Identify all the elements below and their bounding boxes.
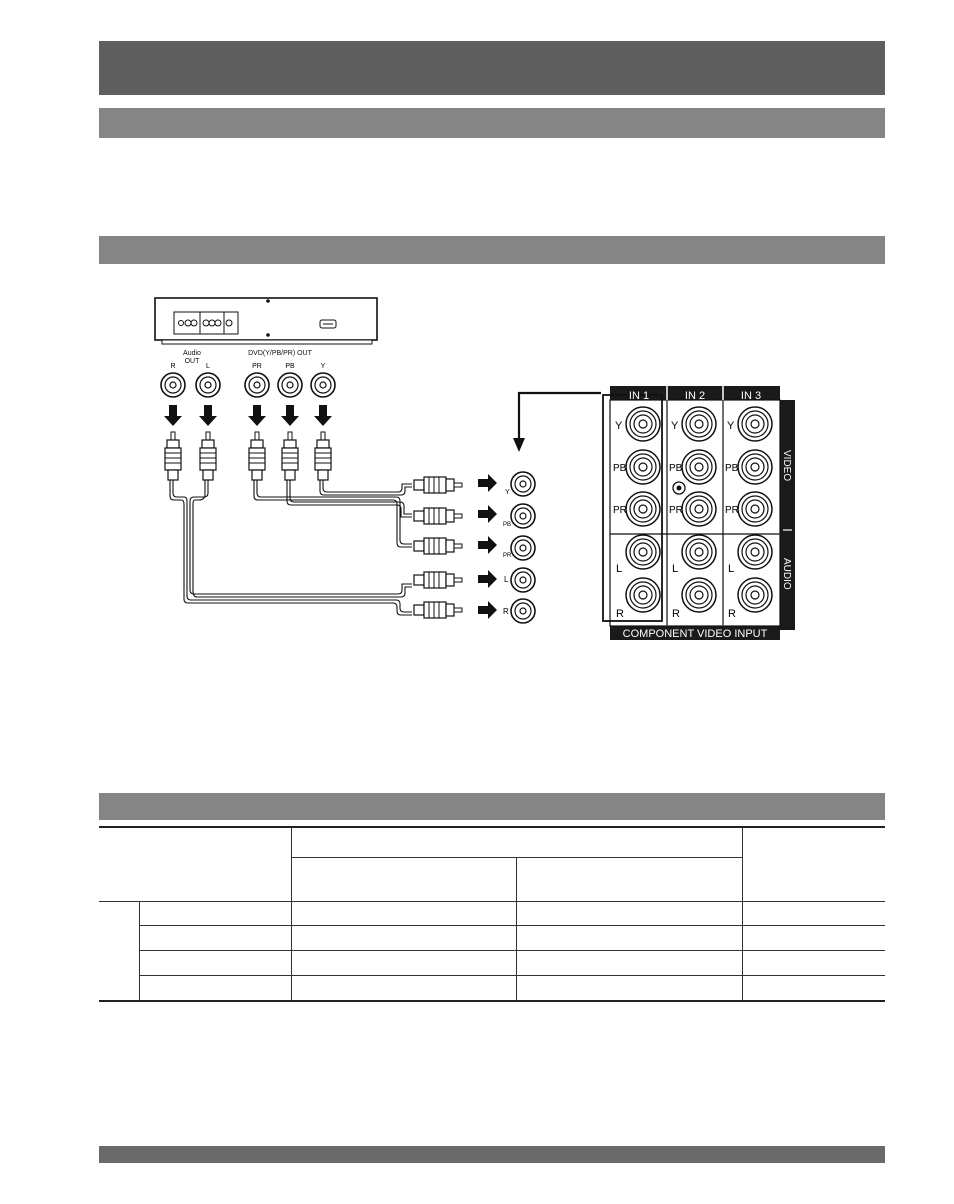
panel-footer-label: COMPONENT VIDEO INPUT bbox=[622, 628, 768, 640]
svg-text:Audio: Audio bbox=[183, 350, 201, 357]
cable-end-label-l: L bbox=[504, 575, 509, 584]
tv-component-panel bbox=[603, 386, 795, 640]
terminal-jack-pr bbox=[511, 536, 535, 560]
panel-jack-in3-y bbox=[738, 407, 772, 441]
table-cell bbox=[291, 901, 516, 925]
panel-row-label-r: R bbox=[672, 608, 680, 620]
table-row bbox=[99, 901, 885, 925]
panel-row-label-l: L bbox=[672, 563, 679, 575]
leader-line bbox=[513, 393, 601, 452]
table-header-cell bbox=[742, 827, 885, 901]
panel-jack-in3-pr bbox=[738, 492, 772, 526]
plug-h-r bbox=[414, 602, 462, 618]
panel-jack-in2-y bbox=[682, 407, 716, 441]
panel-row-label-pr: PR bbox=[613, 505, 627, 516]
video-jack-pb-label: PB bbox=[285, 363, 295, 370]
video-jack-pr bbox=[245, 373, 269, 397]
table-cell bbox=[516, 951, 742, 976]
video-jack-y bbox=[311, 373, 335, 397]
arrow-down-icon bbox=[164, 405, 182, 426]
panel-jack-in1-r bbox=[626, 578, 660, 612]
table-cell bbox=[139, 901, 291, 925]
panel-row-label-y: Y bbox=[727, 420, 735, 432]
arrow-right-icon bbox=[478, 505, 497, 523]
plug-video-y bbox=[315, 432, 331, 480]
arrow-down-icon bbox=[199, 405, 217, 426]
table-cell bbox=[99, 901, 139, 1001]
panel-jack-in2-pr bbox=[682, 492, 716, 526]
arrow-right-icon bbox=[478, 474, 497, 492]
panel-jack-in2-l bbox=[682, 535, 716, 569]
audio-jack-r bbox=[161, 373, 185, 397]
plug-h-y bbox=[414, 477, 462, 493]
table-header-cell bbox=[291, 827, 742, 857]
svg-text:OUT: OUT bbox=[184, 358, 200, 365]
table-cell bbox=[742, 901, 885, 925]
panel-row-label-y: Y bbox=[615, 420, 623, 432]
panel-jack-in2-r bbox=[682, 578, 716, 612]
table-row bbox=[99, 976, 885, 1001]
table-header-cell bbox=[291, 857, 516, 901]
audio-jack-r-label: R bbox=[170, 363, 176, 370]
page-title-bar bbox=[99, 41, 885, 95]
table-cell bbox=[742, 926, 885, 951]
dvd-video-out-label: DVD(Y/PB/PR) OUT bbox=[248, 350, 312, 357]
panel-jack-in1-l bbox=[626, 535, 660, 569]
panel-row-label-pb: PB bbox=[725, 463, 739, 474]
panel-row-label-r: R bbox=[728, 608, 736, 620]
panel-jack-in1-y bbox=[626, 407, 660, 441]
table-cell bbox=[291, 976, 516, 1001]
panel-row-label-l: L bbox=[616, 563, 623, 575]
panel-jack-in3-pb bbox=[738, 450, 772, 484]
connection-diagram bbox=[140, 290, 820, 650]
table-cell bbox=[516, 926, 742, 951]
section-header-bar-connection bbox=[99, 236, 885, 264]
panel-header-in3: IN 3 bbox=[740, 390, 762, 402]
table-header-cell bbox=[99, 827, 291, 901]
panel-jack-in1-pr bbox=[626, 492, 660, 526]
plug-h-l bbox=[414, 572, 462, 588]
audio-jack-l-label: L bbox=[206, 363, 210, 370]
panel-side-label-audio: AUDIO bbox=[781, 558, 792, 590]
arrow-right-icon bbox=[478, 536, 497, 554]
plug-video-pb bbox=[282, 432, 298, 480]
panel-jack-in3-r bbox=[738, 578, 772, 612]
cable-end-label-pb: PB bbox=[503, 522, 512, 528]
section-header-bar bbox=[99, 108, 885, 138]
panel-jack-in1-pb bbox=[626, 450, 660, 484]
table-row bbox=[99, 951, 885, 976]
panel-jack-in3-l bbox=[738, 535, 772, 569]
arrow-down-icon bbox=[314, 405, 332, 426]
signal-table bbox=[99, 826, 885, 1002]
panel-row-label-pr: PR bbox=[725, 505, 739, 516]
table-cell bbox=[139, 926, 291, 951]
video-jack-pr-label: PR bbox=[252, 363, 262, 370]
page-footer-bar bbox=[99, 1146, 885, 1163]
plug-audio-l bbox=[200, 432, 216, 480]
cable-end-label-r: R bbox=[503, 607, 509, 616]
panel-side-label-video: VIDEO bbox=[781, 450, 792, 482]
video-jack-pb bbox=[278, 373, 302, 397]
audio-jack-l bbox=[196, 373, 220, 397]
section-header-bar-signals bbox=[99, 793, 885, 820]
cable-end-label-y: Y bbox=[505, 489, 510, 496]
panel-row-label-y: Y bbox=[671, 420, 679, 432]
panel-jack-in2-pb bbox=[682, 450, 716, 484]
terminal-jack-y bbox=[511, 472, 535, 496]
video-jack-y-label: Y bbox=[320, 363, 326, 370]
terminal-jack-r bbox=[511, 599, 535, 623]
arrow-down-icon bbox=[248, 405, 266, 426]
terminal-jack-l bbox=[511, 568, 535, 592]
cable-bundle bbox=[170, 480, 412, 615]
plug-video-pr bbox=[249, 432, 265, 480]
dvd-audio-out-label bbox=[183, 350, 201, 365]
arrow-right-icon bbox=[478, 601, 497, 619]
panel-row-label-r: R bbox=[616, 608, 624, 620]
table-cell bbox=[742, 951, 885, 976]
dvd-player-rear bbox=[155, 298, 377, 344]
panel-header-in2: IN 2 bbox=[684, 390, 706, 402]
table-cell bbox=[139, 951, 291, 976]
panel-row-label-pb: PB bbox=[669, 463, 683, 474]
table-cell bbox=[516, 976, 742, 1001]
table-cell bbox=[139, 976, 291, 1001]
table-cell bbox=[742, 976, 885, 1001]
plug-h-pr bbox=[414, 538, 462, 554]
panel-row-label-pr: PR bbox=[669, 505, 683, 516]
arrow-down-icon bbox=[281, 405, 299, 426]
plug-h-pb bbox=[414, 508, 462, 524]
terminal-jack-pb bbox=[511, 504, 535, 528]
table-header-cell bbox=[516, 857, 742, 901]
table-cell bbox=[291, 951, 516, 976]
table-cell bbox=[516, 901, 742, 925]
table-row bbox=[99, 926, 885, 951]
panel-header-in1: IN 1 bbox=[628, 390, 650, 402]
plug-audio-r bbox=[165, 432, 181, 480]
panel-row-label-l: L bbox=[728, 563, 735, 575]
arrow-right-icon bbox=[478, 570, 497, 588]
panel-row-label-pb: PB bbox=[613, 463, 627, 474]
table-cell bbox=[291, 926, 516, 951]
cable-end-label-pr: PR bbox=[503, 553, 512, 559]
